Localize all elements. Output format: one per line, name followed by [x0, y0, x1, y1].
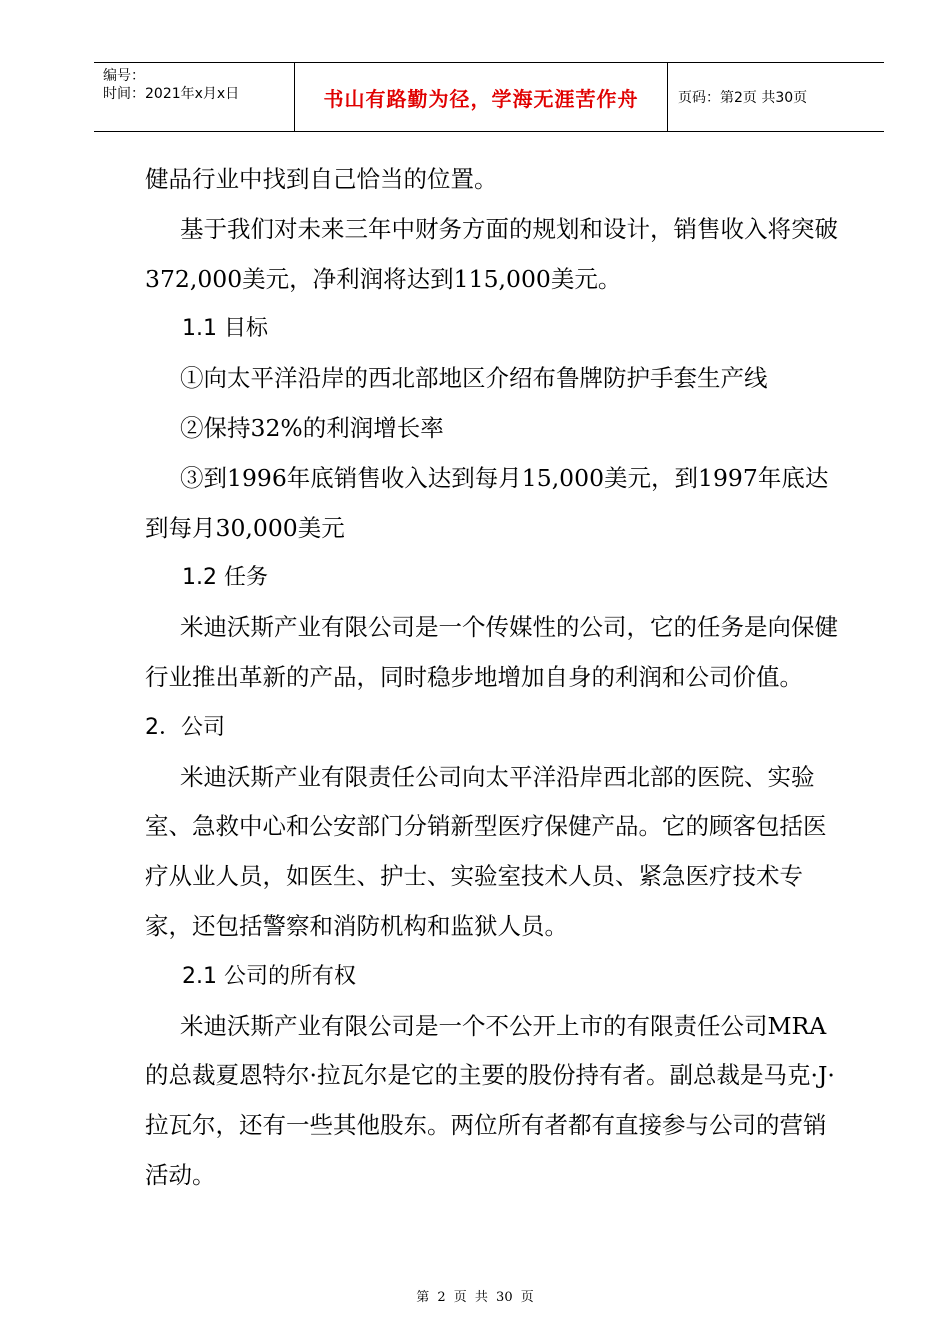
goal-item: ②保持32%的利润增长率 — [180, 413, 444, 442]
paragraph: 米迪沃斯产业有限公司是一个传媒性的公司，它的任务是向保健行业推出革新的产品，同时稳步地增加自身的利润和公司价值。 — [145, 613, 838, 691]
goal-item: ③到1996年底销售收入达到每月15,000美元，到1997年底达到每月30,000美元 — [145, 463, 829, 542]
header-meta — [94, 63, 295, 131]
time-label: 时间：2021年x月x日 — [103, 86, 240, 102]
document-body — [145, 155, 845, 1201]
paragraph: 基于我们对未来三年中财务方面的规划和设计，销售收入将突破372,000美元，净利润将达到115,000美元。 — [145, 214, 838, 293]
section-heading-1-1: 1.1 目标 — [182, 316, 268, 342]
section-heading-1-2: 1.2 任务 — [182, 565, 268, 591]
goal-item: ①向太平洋沿岸的西北部地区介绍布鲁牌防护手套生产线 — [180, 364, 768, 393]
document-header — [94, 62, 884, 132]
paragraph: 米迪沃斯产业有限公司是一个不公开上市的有限责任公司MRA的总裁夏恩特尔·拉瓦尔是它的主要的股份持有者。副总裁是马克·J·拉瓦尔，还有一些其他股东。两位所有者都有直接参与公司的营销活动。 — [145, 1011, 835, 1189]
section-heading-2: 2．公司 — [145, 714, 225, 740]
paragraph: 米迪沃斯产业有限责任公司向太平洋沿岸西北部的医院、实验室、急救中心和公安部门分销新型医疗保健产品。它的顾客包括医疗从业人员，如医生、护士、实验室技术人员、紧急医疗技术专家，还包括警察和消防机构和监狱人员。 — [145, 762, 827, 940]
page-footer: 第 2 页 共 30 页 — [416, 1290, 534, 1305]
header-motto: 书山有路勤为径，学海无涯苦作舟 — [295, 63, 668, 131]
section-heading-2-1: 2.1 公司的所有权 — [182, 963, 356, 989]
number-label: 编号： — [103, 68, 145, 84]
paragraph: 健品行业中找到自己恰当的位置。 — [145, 165, 498, 193]
header-page-info: 页码：第2页 共30页 — [678, 90, 808, 106]
